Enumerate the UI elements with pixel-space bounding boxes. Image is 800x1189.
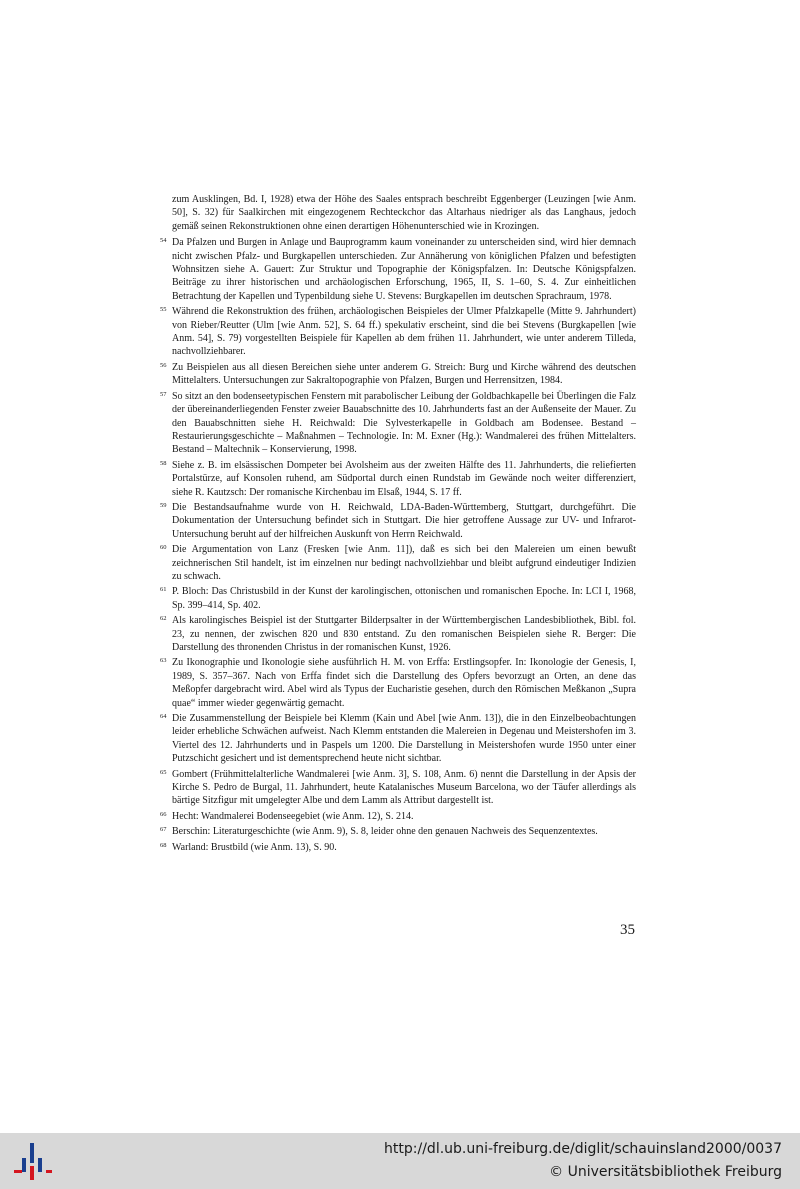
footnote <box>160 810 636 823</box>
footnote-text: Die Zusammenstellung der Beispiele bei Klemm (Kain und Abel [wie Anm. 13]), die in den Einzelbeobachtungen leider erhebliche Schwächen aufweist. Nach Klemm entstanden die Malereien in Degenau und Meistershofen im 3. Viertel des 12. Jahrhunderts und in Paspels um 1200. Die Darstellung in Meistershofen wurde 1950 unter einer Putzschicht gesichert und ist dementsprechend heute nicht sichtbar. <box>172 713 636 765</box>
footnote-number: 66 <box>160 810 167 818</box>
page-number: 35 <box>620 922 635 938</box>
footnote-number: 64 <box>160 713 167 721</box>
footnote-number: 61 <box>160 586 167 594</box>
footnote-text: Siehe z. B. im elsässischen Dompeter bei Avolsheim aus der zweiten Hälfte des 11. Jahrhunderts, die reliefierten Portalstürze, auf Konsolen ruhend, am Südportal durch einen Rundstab im Gewände noch weiter differenziert, siehe R. Kautzsch: Der romanische Kirchenbau im Elsaß, 1944, S. 17 ff. <box>172 459 636 498</box>
footnote <box>160 501 636 541</box>
footnote-number: 57 <box>160 390 167 398</box>
footnote <box>160 585 636 612</box>
footnote-number: 67 <box>160 826 167 834</box>
footnote-list <box>160 236 636 854</box>
footnote-text: Hecht: Wandmalerei Bodenseegebiet (wie Anm. 12), S. 214. <box>172 810 414 822</box>
footnote-text: Warland: Brustbild (wie Anm. 13), S. 90. <box>172 841 337 853</box>
footnote-text: Da Pfalzen und Burgen in Anlage und Bauprogramm kaum voneinander zu unterscheiden sind, wird hier demnach nicht zwischen Pfalz- und Burgkapellen unterschieden. Zur Annäherung von königlichen Pfalzen und befestigten Wohnsitzen siehe A. Gauert: Zur Struktur und Topographie der Königspfalzen. In: Deutsche Königspfalzen. Beiträge zu ihrer historischen und archäologischen Erforschung, 1965, II, S. 1–60, S. 4. Zur einheitlichen Betrachtung der Kapellen und Typenbildung siehe U. Stevens: Burgkapellen im deutschen Sprachraum, 1978. <box>172 237 636 302</box>
footnote-number: 63 <box>160 657 167 665</box>
footnote-text: Zu Beispielen aus all diesen Bereichen siehe unter anderem G. Streich: Burg und Kirche während des deutschen Mittelalters. Untersuchungen zur Sakraltopographie von Pfalzen, Burgen und Herrensitzen, 1984. <box>172 361 636 387</box>
source-url-link[interactable]: http://dl.ub.uni-freiburg.de/diglit/schauinsland2000/0037 <box>384 1141 782 1157</box>
footnote-number: 60 <box>160 544 167 552</box>
copyright-notice: © Universitätsbibliothek Freiburg <box>549 1164 782 1180</box>
footnote-text: Als karolingisches Beispiel ist der Stuttgarter Bilderpsalter in der Württembergischen Landesbibliothek, Bibl. fol. 23, zu nennen, der zwischen 820 und 830 entstand. Zu den romanischen Beispielen siehe R. Berger: Die Darstellung des thronenden Christus in der romanischen Kunst, 1926. <box>172 615 636 653</box>
footnote-number: 65 <box>160 768 167 776</box>
footnote <box>160 305 636 359</box>
footnote-number: 54 <box>160 237 167 245</box>
footnote <box>160 841 636 854</box>
footnote-text: Während die Rekonstruktion des frühen, archäologischen Beispieles der Ulmer Pfalzkapelle (Mitte 9. Jahrhundert) von Rieber/Reutter (Ulm [wie Anm. 52], S. 64 ff.) spekulativ erscheint, sind die bei Stevens (Burgkapellen [wie Anm. 54], S. 79) vorgestellten Beispiele für Kapellen ab dem frühen 11. Jahrhundert, wie unter anderem Tilleda, nachvollziehbarer. <box>172 306 636 358</box>
footnote <box>160 656 636 710</box>
footer-bar <box>0 1133 800 1189</box>
footnote-number: 62 <box>160 615 167 623</box>
footnote <box>160 236 636 303</box>
footnote <box>160 768 636 808</box>
footnote <box>160 390 636 457</box>
footnote <box>160 361 636 388</box>
footnote-text: Die Argumentation von Lanz (Fresken [wie Anm. 11]), daß es sich bei den Malereien um einen bewußt zeichnerischen Stil handelt, ist im einzelnen nur bedingt nachvollziehbar und bleibt aufgrund eindeutiger Indizien zu schwach. <box>172 544 636 582</box>
footnote-text: Zu Ikonographie und Ikonologie siehe ausführlich H. M. von Erffa: Erstlingsopfer. In: Ikonologie der Genesis, I, 1989, S. 357–367. Nach von Erffa findet sich die Darstellung des Opfers bevorzugt an Orten, an dene das Meßopfer dargebracht wird. Abel wird als Typus der Eucharistie gesehen, durch den Römischen Meßkanon „Supra quae“ immer wieder gegenwärtig gemacht. <box>172 657 636 709</box>
footnote-number: 68 <box>160 841 167 849</box>
footnotes <box>160 193 636 856</box>
footnote <box>160 543 636 583</box>
footnote-number: 59 <box>160 501 167 509</box>
footnote <box>160 825 636 838</box>
footnote-continuation: zum Ausklingen, Bd. I, 1928) etwa der Höhe des Saales entsprach beschreibt Eggenberger (Leuzingen [wie Anm. 50], S. 32) für Saalkirchen mit eingezogenem Rechteckchor das Altarhaus niedriger als das Langhaus, jedoch gemäß seinen Rekonstruktionen ohne einen derartigen Höhenunterschied wie in Krozingen. <box>172 194 636 232</box>
footnote-text: Berschin: Literaturgeschichte (wie Anm. 9), S. 8, leider ohne den genauen Nachweis des Sequenzentextes. <box>172 826 598 838</box>
footnote <box>160 712 636 766</box>
footnote-text: Gombert (Frühmittelalterliche Wandmalerei [wie Anm. 3], S. 108, Anm. 6) nennt die Darstellung in der Apsis der Kirche S. Pedro de Burgal, 11. Jahrhundert, heute Katalanisches Museum Barcelona, wo der Täufer allerdings als bärtige Sitzfigur mit umgelegter Albe und dem Lamm als Attribut dargestellt ist. <box>172 768 636 807</box>
ub-freiburg-logo-icon <box>10 1140 54 1182</box>
footnote <box>160 459 636 499</box>
footnote-number: 55 <box>160 306 167 314</box>
footnote-text: Die Bestandsaufnahme wurde von H. Reichwald, LDA-Baden-Württemberg, Stuttgart, durchgeführt. Die Dokumentation der Untersuchung befindet sich in Stuttgart. Die hier getroffene Aussage zur UV- und Infrarot-Untersuchung beruht auf der hilfreichen Auskunft von Herrn Reichwald. <box>172 501 636 540</box>
footnote-number: 58 <box>160 459 167 467</box>
footnote-number: 56 <box>160 361 167 369</box>
footnote-text: So sitzt an den bodenseetypischen Fenstern mit parabolischer Leibung der Goldbachkapelle bei Überlingen die Falz der übereinanderliegenden Fenster zweier Bauabschnitte des 10. Jahrhunderts fast an der Außenseite der Mauer. Zu den Bauabschnitten siehe H. Reichwald: Die Sylvesterkapelle in Goldbach am Bodensee. Bestand – Restaurierungsgeschichte – Maßnahmen – Technologie. In: M. Exner (Hg.): Wandmalerei des frühen Mittelalters. Bestand – Maltechnik – Konservierung, 1998. <box>172 390 636 456</box>
footnote-text: P. Bloch: Das Christusbild in der Kunst der karolingischen, ottonischen und romanischen Epoche. In: LCI I, 1968, Sp. 399–414, Sp. 402. <box>172 586 636 611</box>
footnote <box>160 614 636 654</box>
